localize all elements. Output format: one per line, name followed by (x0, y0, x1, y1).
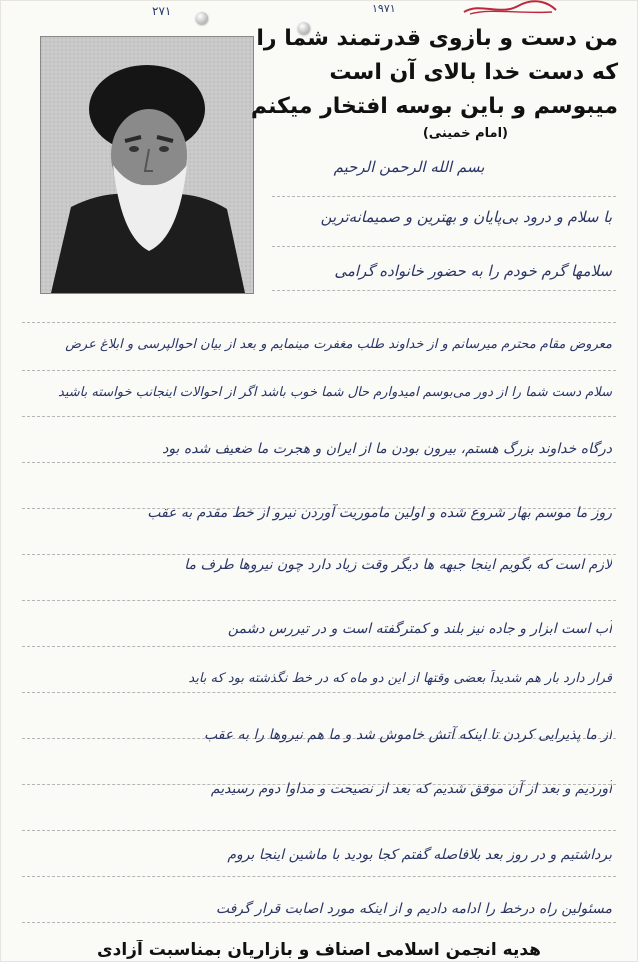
page-number-left: ۲۷۱ (152, 4, 172, 18)
ruled-line (22, 554, 616, 555)
letter-line: روز ما موسم بهار شروع شده و اولین ماموریت آوردن نیرو از خط مقدم به عقب (147, 505, 612, 521)
quote-line: من دست و بازوی قدرتمند شما را (256, 26, 618, 51)
ruled-line (22, 322, 616, 323)
ruled-line (22, 416, 616, 417)
letter-line: سلامها گرم خودم را به حضور خانواده گرامی (334, 262, 612, 280)
letter-line: از ما پذیرایی کردن تا اینکه آتش خاموش شد و ما هم نیروها را به عقب (204, 727, 612, 743)
ruled-line (272, 290, 616, 291)
page-number-mid: ۱۹۷۱ (372, 2, 396, 15)
letter-line: معروض مقام محترم میرسانم و از خداوند طلب مغفرت مینمایم و بعد از بیان احوالپرسی و ابلاغ عرض (65, 337, 612, 352)
quote-line: میبوسم و باین بوسه افتخار میکنم (250, 94, 618, 119)
letter-line: آب است ابزار و جاده نیز بلند و کمترگفته است و در تیررس دشمن (227, 621, 612, 637)
ruled-line (22, 830, 616, 831)
ruled-line (22, 370, 616, 371)
letter-basmala: بسم الله الرحمن الرحیم (333, 158, 485, 176)
footer-text: هدیه انجمن اسلامی اصناف و بازاریان بمناسبت آزادی (97, 940, 541, 960)
quote-line: که دست خدا بالای آن است (329, 60, 618, 85)
ruled-line (22, 462, 616, 463)
ruled-line (272, 246, 616, 247)
ruled-line (22, 922, 616, 923)
ruled-line (22, 600, 616, 601)
letter-line: سلام دست شما را از دور می‌بوسم امیدوارم حال شما خوب باشد اگر از احوالات اینجانب خواسته باشید (58, 385, 612, 400)
letter-line: آوردیم و بعد از آن موفق شدیم که بعد از نصیحت و مداوا دوم رسیدیم (210, 781, 612, 797)
letter-line: برداشتیم و در روز بعد بلافاصله گفتم کجا بودید با ماشین اینجا بروم (227, 847, 612, 863)
letter-line: قرار دارد بار هم شدیداً بعضی وقتها از این دو ماه که در خط نگذشته بود که باید (188, 671, 612, 686)
letter-line: لازم است که بگویم اینجا جبهه ها دیگر وقت زیاد دارد چون نیروها طرف ما (184, 557, 612, 573)
ruled-line (22, 876, 616, 877)
letter-line: درگاه خداوند بزرگ هستم، بیرون بودن ما از ایران و هجرت ما ضعیف شده بود (162, 441, 612, 457)
ruled-line (22, 646, 616, 647)
quote-attribution: (امام خمینی) (422, 126, 508, 141)
letter-line: با سلام و درود بی‌پایان و بهترین و صمیمانه‌ترین (320, 208, 612, 226)
ruled-line (22, 692, 616, 693)
ruled-line (272, 196, 616, 197)
letter-line: مسئولین راه درخط را ادامه دادیم و از اینکه مورد اصابت قرار گرفت (215, 901, 612, 917)
